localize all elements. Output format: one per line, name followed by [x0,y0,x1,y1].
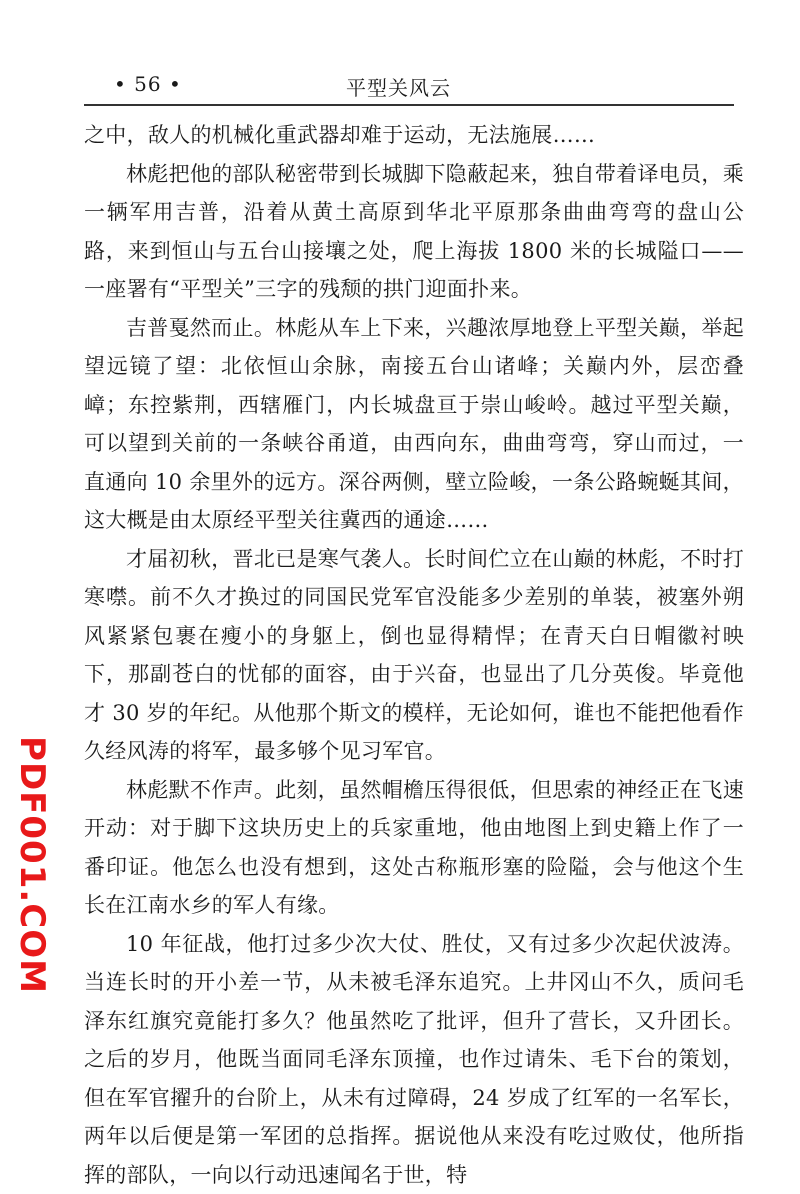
paragraph: 林彪把他的部队秘密带到长城脚下隐蔽起来，独自带着译电员，乘一辆军用吉普，沿着从黄土高原到华北平原那条曲曲弯弯的盘山公路，来到恒山与五台山接壤之处，爬上海拔 1800 米的长城隘口——一座署有“平型关”三字的残颓的拱门迎面扑来。 [84,155,744,309]
body-text [84,116,744,1194]
paragraph: 林彪默不作声。此刻，虽然帽檐压得很低，但思索的神经正在飞速开动：对于脚下这块历史上的兵家重地，他由地图上到史籍上作了一番印证。他怎么也没有想到，这处古称瓶形塞的险隘，会与他这个生长在江南水乡的军人有缘。 [84,771,744,925]
paragraph: 10 年征战，他打过多少次大仗、胜仗，又有过多少次起伏波涛。当连长时的开小差一节，从未被毛泽东追究。上井冈山不久，质问毛泽东红旗究竟能打多久？他虽然吃了批评，但升了营长，又升团长。之后的岁月，他既当面同毛泽东顶撞，也作过请朱、毛下台的策划，但在军官擢升的台阶上，从未有过障碍，24 岁成了红军的一名军长，两年以后便是第一军团的总指挥。据说他从来没有吃过败仗，他所指挥的部队，一向以行动迅速闻名于世，特 [84,925,744,1194]
watermark-text: PDF001.COM [12,736,52,994]
page-header [84,72,734,102]
paragraph: 吉普戛然而止。林彪从车上下来，兴趣浓厚地登上平型关巅，举起望远镜了望：北依恒山余脉，南接五台山诸峰；关巅内外，层峦叠嶂；东控紫荆，西辖雁门，内长城盘亘于崇山峻岭。越过平型关巅，可以望到关前的一条峡谷甬道，由西向东，曲曲弯弯，穿山而过，一直通向 10 余里外的远方。深谷两侧，壁立险峻，一条公路蜿蜒其间，这大概是由太原经平型关往冀西的通途…… [84,309,744,540]
header-rule [84,104,734,106]
paragraph: 才届初秋，晋北已是寒气袭人。长时间伫立在山巅的林彪，不时打寒噤。前不久才换过的同国民党军官没能多少差别的单装，被塞外朔风紧紧包裹在瘦小的身躯上，倒也显得精悍；在青天白日帽徽衬映下，那副苍白的忧郁的面容，由于兴奋，也显出了几分英俊。毕竟他才 30 岁的年纪。从他那个斯文的模样，无论如何，谁也不能把他看作久经风涛的将军，最多够个见习军官。 [84,540,744,771]
paragraph: 之中，敌人的机械化重武器却难于运动，无法施展…… [84,116,744,155]
running-title: 平型关风云 [346,72,451,101]
watermark [12,770,52,960]
page-number: • 56 • [114,72,182,96]
